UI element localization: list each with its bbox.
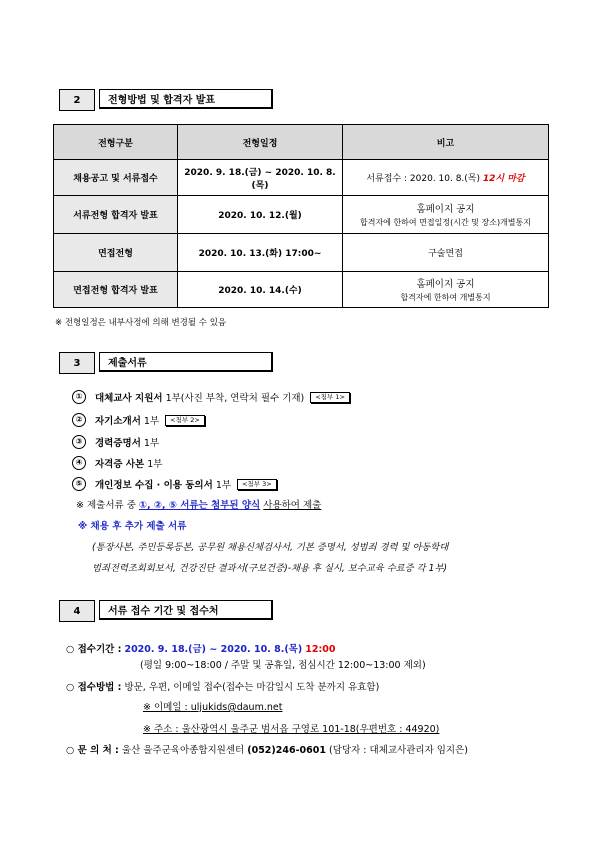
row-date: 2020. 10. 14.(수) — [178, 272, 343, 308]
item-qty: 1부 — [143, 416, 160, 427]
item-name: 자격증 사본 — [95, 459, 145, 470]
attachment-tag: <첨부 2> — [165, 415, 205, 426]
note-refs: ①, ②, ⑤ 서류는 첨부된 양식 — [138, 500, 261, 511]
document-item — [72, 390, 350, 404]
period-note: (평일 9:00~18:00 / 주말 및 공휴일, 점심시간 12:00~13:00 제외) — [140, 660, 426, 671]
item-number: ④ — [72, 456, 86, 470]
contact-org: 울산 울주군육아종합지원센터 — [121, 745, 245, 756]
item-qty: 1부 — [147, 459, 163, 470]
row-note: 구술면접 — [343, 234, 549, 272]
contact-label: ○ 문 의 처 : — [66, 745, 119, 756]
submission-note — [76, 497, 321, 511]
section-title: 전형방법 및 합격자 발표 — [99, 89, 273, 109]
table-row — [54, 234, 549, 272]
additional-docs-detail: (통장사본, 주민등록등본, 공무원 채용신체검사서, 기본 증명서, 성범죄 경력 및 아동학대 — [92, 542, 449, 553]
header-note: 비고 — [343, 125, 549, 160]
additional-docs-detail: 범죄전력조회회보서, 건강진단 결과서(구보건증)-채용 후 실시, 보수교육 수료증 각 1부) — [92, 563, 448, 574]
section-title: 제출서류 — [99, 352, 273, 372]
note-suffix: 사용하여 제출 — [263, 500, 322, 511]
period-line — [66, 641, 335, 655]
period-label: ○ 접수기간 : — [66, 644, 122, 655]
contact-line — [66, 742, 468, 756]
schedule-table — [53, 124, 549, 308]
item-name: 대체교사 지원서 — [95, 393, 163, 404]
schedule-footnote: ※ 전형일정은 내부사정에 의해 변경될 수 있음 — [55, 318, 227, 328]
item-qty: 1부 — [215, 480, 232, 491]
row-note — [343, 196, 549, 234]
contact-person: (담당자 : 대체교사관리자 임지은) — [329, 745, 468, 756]
note-sub: 합격자에 한하여 개별통지 — [400, 293, 491, 302]
section-3-header — [59, 352, 273, 374]
address-label: ※ 주소 : — [143, 724, 179, 735]
email-value[interactable]: uljukids@daum.net — [190, 702, 283, 713]
item-number: ② — [72, 413, 86, 427]
period-time: 12:00 — [305, 644, 336, 655]
header-category: 전형구분 — [54, 125, 178, 160]
row-date: 2020. 9. 18.(금) ~ 2020. 10. 8.(목) — [178, 160, 343, 196]
note-sub: 합격자에 한하여 면접일정(시간 및 장소)개별통지 — [360, 218, 531, 227]
note-prefix: ※ 제출서류 중 — [76, 500, 136, 511]
additional-docs-note: ※ 채용 후 추가 제출 서류 — [78, 521, 187, 532]
row-category: 면접전형 — [54, 234, 178, 272]
attachment-tag: <첨부 3> — [237, 479, 277, 490]
table-row — [54, 160, 549, 196]
method-value: 방문, 우편, 이메일 접수(접수는 마감일시 도착 분까지 유효함) — [124, 682, 380, 693]
row-category: 채용공고 및 서류접수 — [54, 160, 178, 196]
address-line — [143, 721, 439, 735]
row-note — [343, 160, 549, 196]
item-number: ① — [72, 390, 86, 404]
item-number: ⑤ — [72, 477, 86, 491]
header-schedule: 전형일정 — [178, 125, 343, 160]
section-number: 3 — [59, 352, 95, 374]
document-item — [72, 477, 277, 491]
note-main: 홈페이지 공지 — [416, 279, 475, 290]
row-note — [343, 272, 549, 308]
item-number: ③ — [72, 435, 86, 449]
note-main: 홈페이지 공지 — [416, 204, 475, 215]
table-row — [54, 196, 549, 234]
section-2-header — [59, 89, 273, 111]
section-4-header — [59, 600, 273, 622]
document-item — [72, 413, 205, 427]
row-category: 면접전형 합격자 발표 — [54, 272, 178, 308]
address-value: 울산광역시 울주군 범서읍 구영로 101-18(우편번호 : 44920) — [181, 724, 440, 735]
item-qty: 1부(사진 부착, 연락처 필수 기재) — [165, 393, 305, 404]
period-value: 2020. 9. 18.(금) ~ 2020. 10. 8.(목) — [124, 644, 303, 655]
row-date: 2020. 10. 12.(월) — [178, 196, 343, 234]
method-line — [66, 679, 379, 693]
method-label: ○ 접수방법 : — [66, 682, 122, 693]
row-category: 서류전형 합격자 발표 — [54, 196, 178, 234]
email-line — [143, 699, 282, 713]
note-main: 서류접수 : 2020. 10. 8.(목) — [366, 174, 480, 184]
section-number: 4 — [59, 600, 95, 622]
item-qty: 1부 — [143, 438, 160, 449]
item-name: 자기소개서 — [95, 416, 141, 427]
document-item — [72, 435, 159, 449]
contact-phone: (052)246-0601 — [247, 745, 326, 756]
item-name: 경력증명서 — [95, 438, 141, 449]
document-item — [72, 456, 162, 470]
row-date: 2020. 10. 13.(화) 17:00~ — [178, 234, 343, 272]
deadline-text: 12시 마감 — [482, 174, 525, 184]
item-name: 개인정보 수집 · 이용 동의서 — [95, 480, 213, 491]
table-header-row — [54, 125, 549, 160]
email-label: ※ 이메일 : — [143, 702, 188, 713]
section-title: 서류 접수 기간 및 접수처 — [99, 600, 273, 620]
attachment-tag: <첨부 1> — [310, 392, 350, 403]
section-number: 2 — [59, 89, 95, 111]
table-row — [54, 272, 549, 308]
